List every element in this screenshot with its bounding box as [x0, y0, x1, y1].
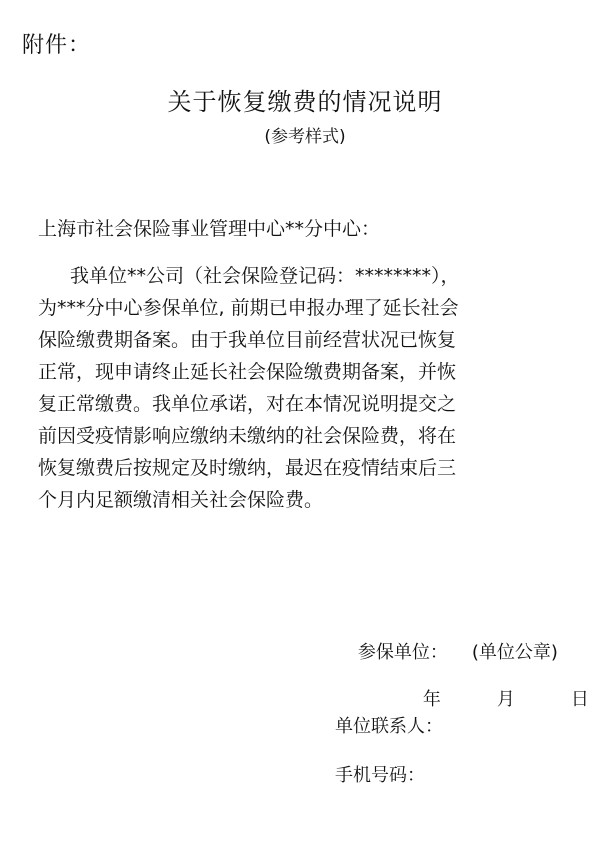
- document-title: 关于恢复缴费的情况说明: [167, 88, 443, 116]
- body-line: 复正常缴费。我单位承诺，对在本情况说明提交之: [38, 393, 457, 415]
- body-line: 正常，现申请终止延长社会保险缴费期备案，并恢: [38, 361, 457, 383]
- phone-number-label: 手机号码：: [335, 765, 425, 786]
- addressee-line: 上海市社会保险事业管理中心**分中心：: [38, 218, 381, 240]
- body-line: 个月内足额缴清相关社会保险费。: [38, 489, 324, 511]
- date-month-label: 月: [496, 689, 515, 710]
- body-line: 恢复缴费后按规定及时缴纳，最迟在疫情结束后三: [38, 457, 457, 479]
- body-line: 前因受疫情影响应缴纳未缴纳的社会保险费，将在: [38, 425, 457, 447]
- body-line: 我单位**公司（社会保险登记码：********），: [70, 265, 460, 287]
- signature-unit-label: 参保单位：: [357, 642, 448, 663]
- body-paragraph: [38, 260, 568, 516]
- document-subtitle: (参考样式): [264, 127, 346, 147]
- body-line: 为***分中心参保单位, 前期已申报办理了延长社会: [38, 297, 459, 319]
- attachment-label: 附件：: [22, 33, 92, 58]
- body-line: 保险缴费期备案。由于我单位目前经营状况已恢复: [38, 329, 457, 351]
- date-year-label: 年: [422, 689, 441, 710]
- stamp-note: (单位公章): [471, 642, 558, 663]
- date-day-label: 日: [570, 689, 589, 710]
- contact-person-label: 单位联系人：: [335, 716, 443, 737]
